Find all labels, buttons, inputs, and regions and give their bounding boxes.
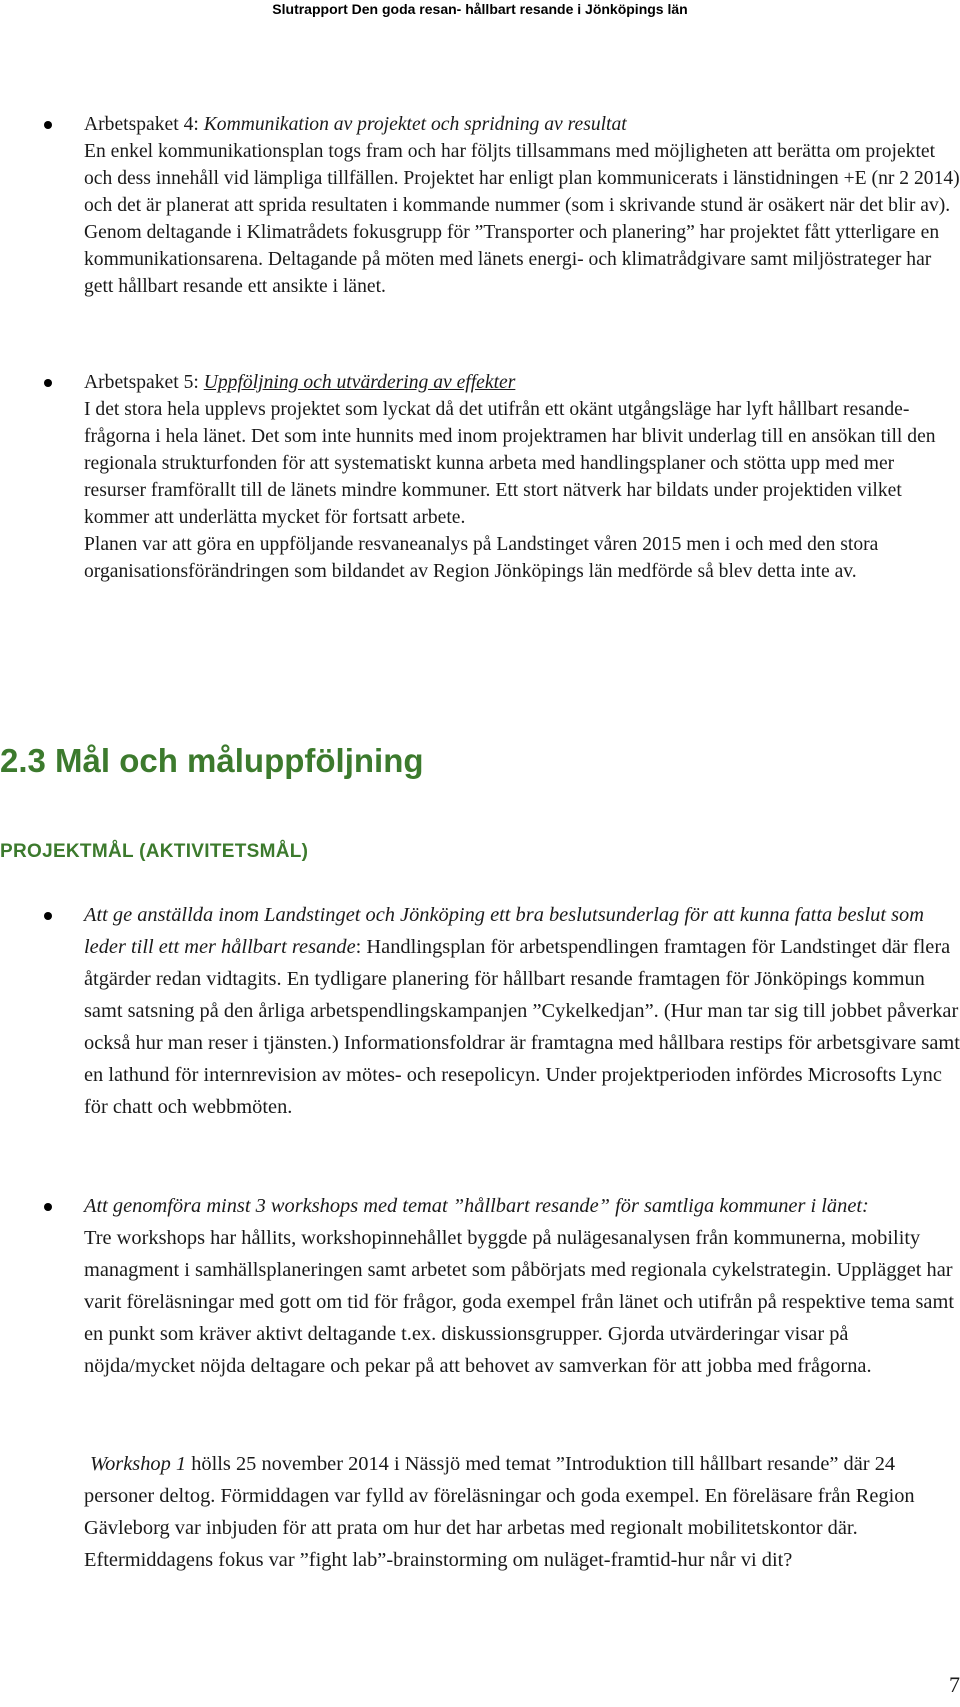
work-package-5-text-2: Planen var att göra en uppföljande resvaneanalys på Landstinget våren 2015 men i och med den stora organisationsförändringen som bildandet av Region Jönköpings län medförde så blev detta inte av.: [84, 534, 879, 582]
workshop-1-body: [84, 1448, 960, 1576]
bullet-icon: [44, 121, 52, 129]
work-package-4-title: Kommunikation av projektet och spridning av resultat: [203, 114, 627, 135]
bullet-icon: [44, 379, 52, 387]
goal-1-lead: Att ge anställda inom Landstinget och Jönköping ett bra beslutsunderlag för att kunna fatta beslut som leder till ett mer hållbart resande: [84, 904, 924, 958]
page-number: 7: [949, 1672, 960, 1697]
work-package-4-prefix: Arbetspaket 4:: [84, 114, 204, 135]
work-package-5-text-1: I det stora hela upplevs projektet som lyckat då det utifrån ett okänt utgångsläge har lyft hållbart resande-frågorna i hela länet. Det som inte hunnits med inom projektramen har blivit underlag till en ansökan till den regionala strukturfonden för att systematiskt kunna arbeta med handlingsplaner och stötta upp med mer resurser framförallt till de länets mindre kommuner. Ett stort nätverk har bildats under projektiden vilket kommer att underlätta mycket för fortsatt arbete.: [84, 399, 936, 528]
goal-2-text: Tre workshops har hållits, workshopinnehållet byggde på nulägesanalysen från kommunerna, mobility managment i samhällsplaneringen samt arbetet som påbörjats med regionala cykelstrategin. Upplägget har varit föreläsningar med gott om tid för frågor, goda exempel från länet och utifrån på respektive tema samt en punkt som kräver aktivt deltagande t.ex. diskussionsgrupper. Gjorda utvärderingar visar på nöjda/mycket nöjda deltagare och pekar på att behovet av samverkan för att jobba med frågorna.: [84, 1227, 954, 1377]
running-header: Slutrapport Den goda resan- hållbart resande i Jönköpings län: [272, 1, 688, 17]
work-package-4-text-1: En enkel kommunikationsplan togs fram och har följts tillsammans med möjligheten att berätta om projektet och dess innehåll vid lämpliga tillfällen. Projektet har enligt plan kommunicerats i länstidningen +E (nr 2 2014) och det är planerat att sprida resultaten i kommande nummer (som i skrivande stund är osäkert när det blir av).: [84, 141, 960, 216]
goal-2-body: [84, 1190, 960, 1382]
goal-1-text: : Handlingsplan för arbetspendlingen framtagen för Landstinget där flera åtgärder redan vidtagits. En tydligare planering för hållbart resande framtagen för Jönköpings kommun samt satsning på den årliga arbetspendlingskampanjen ”Cykelkedjan”. (Hur man tar sig till jobbet påverkar också hur man reser i tjänsten.) Informationsfoldrar är framtagna med hållbara restips för arbetsgivare samt en lathund för internrevision av mötes- och resepolicyn. Under projektperioden infördes Microsofts Lync för chatt och webbmöten.: [84, 936, 960, 1118]
work-package-4-body: [84, 111, 960, 300]
goal-2: [84, 1190, 960, 1382]
workshop-1-paragraph: [84, 1448, 960, 1576]
work-package-4: [84, 111, 960, 300]
work-package-5-body: [84, 369, 960, 585]
workshop-1-lead: Workshop 1: [90, 1453, 187, 1475]
work-package-5-prefix: Arbetspaket 5:: [84, 372, 204, 393]
work-package-4-text-2: Genom deltagande i Klimatrådets fokusgrupp för ”Transporter och planering” har projektet fått ytterligare en kommunikationsarena. Deltagande på möten med länets energi- och klimatrådgivare samt miljöstrateger har gett hållbart resande ett ansikte i länet.: [84, 222, 940, 297]
goal-1-body: [84, 899, 960, 1123]
bullet-icon: [44, 912, 52, 920]
work-package-5: [84, 369, 960, 585]
goal-2-lead: Att genomföra minst 3 workshops med temat ”hållbart resande” för samtliga kommuner i länet:: [84, 1195, 869, 1217]
bullet-icon: [44, 1203, 52, 1211]
goal-1: [84, 899, 960, 1123]
section-subheading: PROJEKTMÅL (AKTIVITETSMÅL): [0, 841, 309, 862]
section-heading: 2.3 Mål och måluppföljning: [0, 742, 424, 779]
work-package-5-title: Uppföljning och utvärdering av effekter: [203, 372, 516, 393]
workshop-1-text: hölls 25 november 2014 i Nässjö med temat ”Introduktion till hållbart resande” där 24 personer deltog. Förmiddagen var fylld av föreläsningar och goda exempel. En föreläsare från Region Gävleborg var inbjuden för att prata om hur det har arbetas med regionalt mobilitetskontor där. Eftermiddagens fokus var ”fight lab”-brainstorming om nuläget-framtid-hur når vi dit?: [84, 1453, 915, 1571]
